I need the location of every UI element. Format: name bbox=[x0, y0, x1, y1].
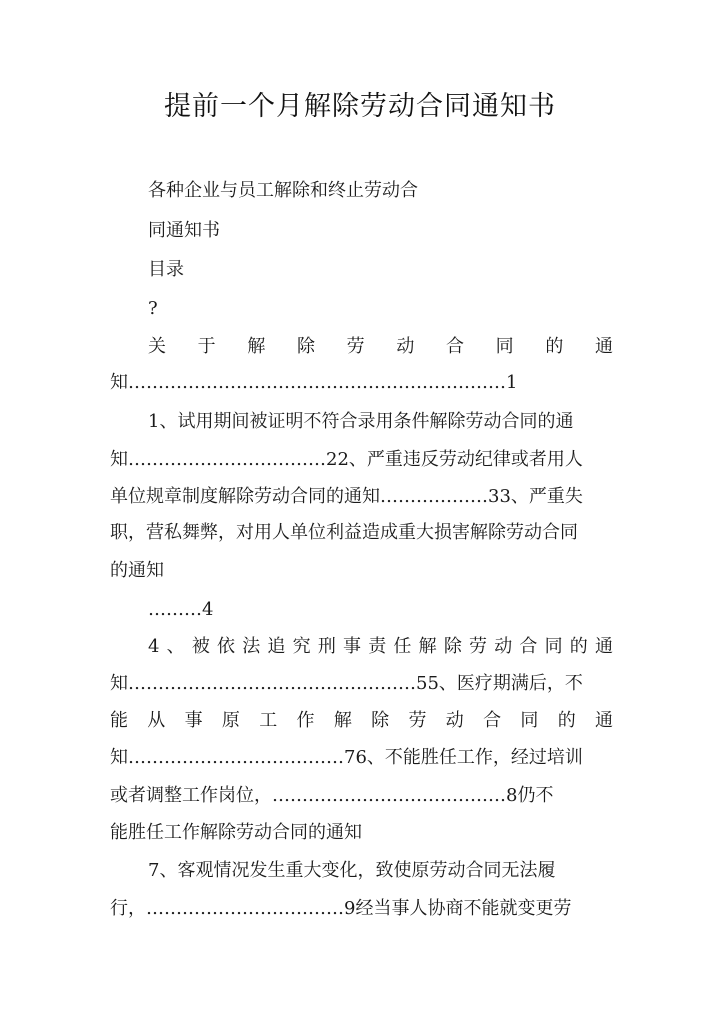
toc-entry-line: 知…………………………………………55、医疗期满后，不 bbox=[110, 673, 583, 694]
toc-entry-line: ………4 bbox=[148, 599, 214, 620]
toc-entry-line: 4、被依法追究刑事责任解除劳动合同的通 bbox=[148, 636, 613, 657]
body-line: 同通知书 bbox=[148, 220, 220, 241]
body-line: 各种企业与员工解除和终止劳动合 bbox=[148, 180, 418, 201]
body-line: 目录 bbox=[148, 259, 184, 280]
toc-entry-line: 能从事原工作解除劳动合同的通 bbox=[110, 710, 613, 731]
toc-entry-line: 7、客观情况发生重大变化，致使原劳动合同无法履 bbox=[148, 860, 556, 881]
document-title: 提前一个月解除劳动合同通知书 bbox=[164, 91, 556, 122]
toc-entry-line: 能胜任工作解除劳动合同的通知 bbox=[110, 822, 362, 843]
toc-entry-line: 知……………………………22、严重违反劳动纪律或者用人 bbox=[110, 449, 583, 470]
toc-entry-line: 关于解除劳动合同的通 bbox=[148, 336, 613, 357]
toc-entry-line: 知………………………………………………………1 bbox=[110, 372, 518, 393]
toc-entry-line: 或者调整工作岗位，…………………………………8仍不 bbox=[110, 785, 554, 806]
toc-entry-line: 1、试用期间被证明不符合录用条件解除劳动合同的通 bbox=[148, 411, 574, 432]
toc-entry-line: 的通知 bbox=[110, 560, 164, 581]
body-line: ? bbox=[148, 298, 158, 319]
toc-entry-line: 职，营私舞弊，对用人单位利益造成重大损害解除劳动合同 bbox=[110, 522, 578, 543]
toc-entry-line: 单位规章制度解除劳动合同的通知………………33、严重失 bbox=[110, 486, 583, 507]
toc-entry-line: 行，……………………………9经当事人协商不能就变更劳 bbox=[110, 898, 572, 919]
toc-entry-line: 知………………………………76、不能胜任工作，经过培训 bbox=[110, 747, 583, 768]
